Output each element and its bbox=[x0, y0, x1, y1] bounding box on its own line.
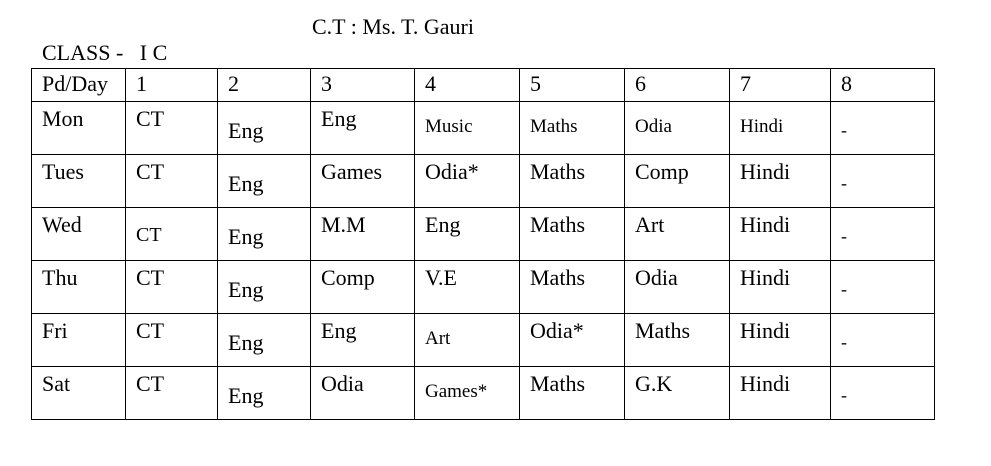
period-cell: Odia* bbox=[520, 314, 625, 367]
period-cell: Comp bbox=[625, 155, 730, 208]
period-cell: CT bbox=[126, 314, 218, 367]
period-cell: CT bbox=[126, 155, 218, 208]
period-cell: Hindi bbox=[730, 367, 831, 420]
period-cell: CT bbox=[126, 208, 218, 261]
period-cell: - bbox=[831, 102, 935, 155]
period-cell: Maths bbox=[520, 155, 625, 208]
period-cell: Games bbox=[311, 155, 415, 208]
period-cell: Art bbox=[415, 314, 520, 367]
column-header: 3 bbox=[311, 69, 415, 102]
period-cell: Eng bbox=[218, 208, 311, 261]
period-cell: Maths bbox=[520, 367, 625, 420]
period-cell: Hindi bbox=[730, 314, 831, 367]
period-cell: M.M bbox=[311, 208, 415, 261]
column-header: 1 bbox=[126, 69, 218, 102]
period-cell: Eng bbox=[311, 314, 415, 367]
period-cell: Games* bbox=[415, 367, 520, 420]
table-row bbox=[32, 261, 935, 314]
day-cell: Tues bbox=[32, 155, 126, 208]
table-row bbox=[32, 208, 935, 261]
period-cell: Maths bbox=[520, 208, 625, 261]
day-cell: Mon bbox=[32, 102, 126, 155]
period-cell: G.K bbox=[625, 367, 730, 420]
period-cell: Odia* bbox=[415, 155, 520, 208]
period-cell: - bbox=[831, 208, 935, 261]
day-cell: Fri bbox=[32, 314, 126, 367]
period-cell: Maths bbox=[520, 261, 625, 314]
period-cell: CT bbox=[126, 102, 218, 155]
period-cell: Hindi bbox=[730, 102, 831, 155]
table-row bbox=[32, 155, 935, 208]
period-cell: - bbox=[831, 367, 935, 420]
period-cell: Eng bbox=[218, 261, 311, 314]
period-cell: CT bbox=[126, 261, 218, 314]
period-cell: Odia bbox=[625, 102, 730, 155]
period-cell: Eng bbox=[218, 102, 311, 155]
column-header: 6 bbox=[625, 69, 730, 102]
period-cell: Eng bbox=[415, 208, 520, 261]
column-header: 8 bbox=[831, 69, 935, 102]
period-cell: - bbox=[831, 261, 935, 314]
period-cell: CT bbox=[126, 367, 218, 420]
table-row bbox=[32, 102, 935, 155]
column-header: 2 bbox=[218, 69, 311, 102]
class-teacher: C.T : Ms. T. Gauri bbox=[312, 14, 474, 39]
table-row bbox=[32, 314, 935, 367]
column-header: Pd/Day bbox=[32, 69, 126, 102]
day-cell: Wed bbox=[32, 208, 126, 261]
period-cell: Maths bbox=[520, 102, 625, 155]
period-cell: - bbox=[831, 314, 935, 367]
period-cell: Hindi bbox=[730, 208, 831, 261]
period-cell: Eng bbox=[218, 314, 311, 367]
period-cell: Odia bbox=[625, 261, 730, 314]
period-cell: Eng bbox=[218, 367, 311, 420]
period-cell: Eng bbox=[311, 102, 415, 155]
period-cell: Hindi bbox=[730, 261, 831, 314]
period-cell: Comp bbox=[311, 261, 415, 314]
period-cell: Music bbox=[415, 102, 520, 155]
period-cell: Eng bbox=[218, 155, 311, 208]
class-label: CLASS - I C bbox=[42, 40, 168, 65]
table-row bbox=[32, 367, 935, 420]
period-cell: Maths bbox=[625, 314, 730, 367]
period-cell: - bbox=[831, 155, 935, 208]
column-header: 7 bbox=[730, 69, 831, 102]
column-header: 5 bbox=[520, 69, 625, 102]
period-cell: Hindi bbox=[730, 155, 831, 208]
day-cell: Sat bbox=[32, 367, 126, 420]
period-cell: Art bbox=[625, 208, 730, 261]
day-cell: Thu bbox=[32, 261, 126, 314]
header-row bbox=[32, 69, 935, 102]
timetable bbox=[31, 68, 935, 420]
column-header: 4 bbox=[415, 69, 520, 102]
period-cell: Odia bbox=[311, 367, 415, 420]
period-cell: V.E bbox=[415, 261, 520, 314]
